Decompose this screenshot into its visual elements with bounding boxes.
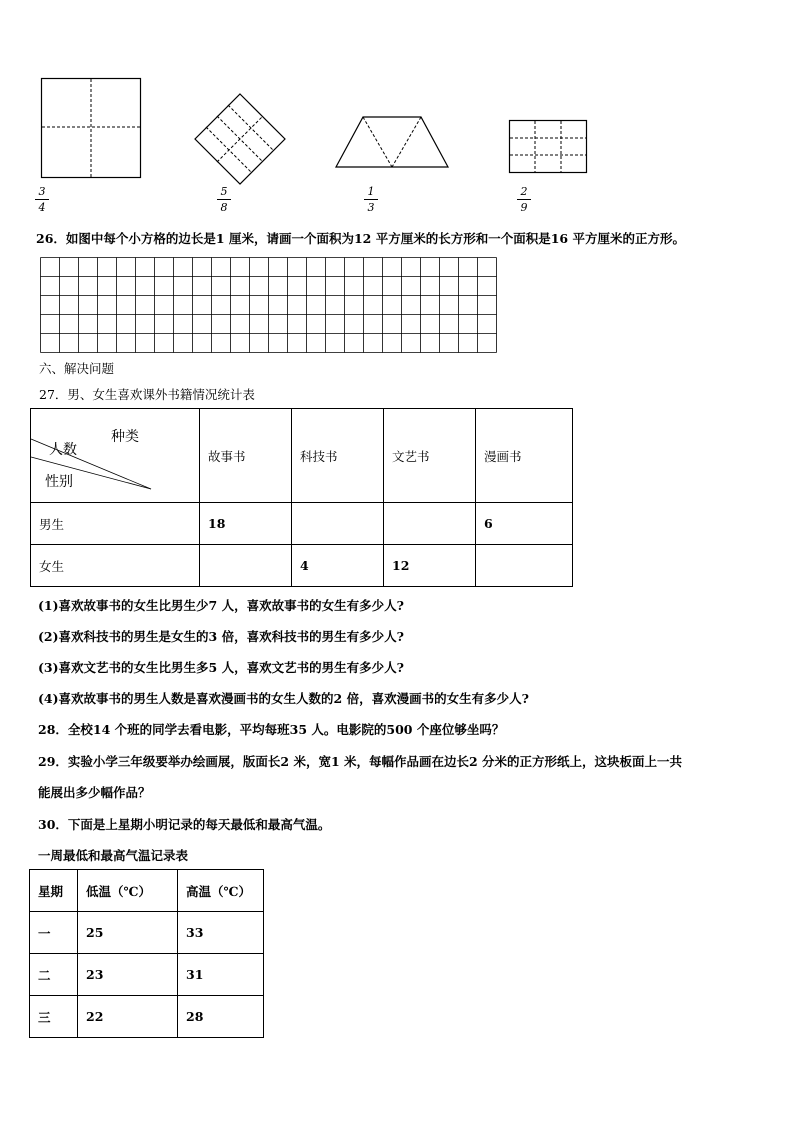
corner-label-kind: 种类 bbox=[111, 429, 139, 445]
column-header: 星期 bbox=[30, 870, 78, 912]
subquestion-4: (4)喜欢故事书的男生人数是喜欢漫画书的女生人数的2 倍，喜欢漫画书的女生有多少人? bbox=[38, 691, 529, 706]
row-label: 男生 bbox=[31, 503, 200, 545]
high-temp-cell: 31 bbox=[178, 954, 264, 996]
table-cell bbox=[292, 503, 384, 545]
subquestion-1: (1)喜欢故事书的女生比男生少7 人，喜欢故事书的女生有多少人? bbox=[38, 598, 404, 613]
low-temp-cell: 23 bbox=[78, 954, 178, 996]
question-28: 28．全校14 个班的同学去看电影，平均每班35 人。电影院的500 个座位够坐吗？ bbox=[38, 722, 505, 737]
question-29-line2: 能展出多少幅作品？ bbox=[38, 785, 151, 800]
question-27-title: 27．男、女生喜欢课外书籍情况统计表 bbox=[39, 387, 255, 402]
low-temp-cell: 25 bbox=[78, 912, 178, 954]
question-26: 26．如图中每个小方格的边长是1 厘米，请画一个面积为12 平方厘米的长方形和一个面积是16 平方厘米的正方形。 bbox=[36, 231, 685, 246]
table-cell: 12 bbox=[384, 545, 476, 587]
question-30: 30．下面是上星期小明记录的每天最低和最高气温。 bbox=[38, 817, 331, 832]
question-29-line1: 29．实验小学三年级要举办绘画展，版面长2 米，宽1 米，每幅作品画在边长2 分米的正方形纸上，这块板面上一共 bbox=[38, 754, 683, 769]
fraction-label: 3 4 bbox=[35, 185, 49, 214]
table-cell bbox=[384, 503, 476, 545]
table-cell: 4 bbox=[292, 545, 384, 587]
corner-label-gender: 性别 bbox=[45, 474, 73, 490]
section-title: 六、解决问题 bbox=[39, 361, 115, 376]
column-header: 科技书 bbox=[292, 409, 384, 503]
column-header: 故事书 bbox=[200, 409, 292, 503]
table-cell: 18 bbox=[200, 503, 292, 545]
table-corner-header bbox=[31, 409, 200, 503]
table-cell: 6 bbox=[476, 503, 573, 545]
subquestion-2: (2)喜欢科技书的男生是女生的3 倍，喜欢科技书的男生有多少人? bbox=[38, 629, 404, 644]
square-grid[interactable] bbox=[40, 257, 496, 353]
figure-rectangle-ninths bbox=[509, 120, 587, 173]
weekday-cell: 一 bbox=[30, 912, 78, 954]
temperature-table bbox=[29, 869, 264, 1038]
column-header: 漫画书 bbox=[476, 409, 573, 503]
row-label: 女生 bbox=[31, 545, 200, 587]
weekday-cell: 三 bbox=[30, 996, 78, 1038]
fraction-label: 5 8 bbox=[217, 185, 231, 214]
temperature-table-title: 一周最低和最高气温记录表 bbox=[38, 848, 189, 863]
book-preference-table bbox=[30, 408, 573, 587]
figure-diamond-eighths bbox=[194, 93, 286, 185]
table-cell bbox=[476, 545, 573, 587]
high-temp-cell: 28 bbox=[178, 996, 264, 1038]
subquestion-3: (3)喜欢文艺书的女生比男生多5 人，喜欢文艺书的男生有多少人? bbox=[38, 660, 404, 675]
figure-trapezoid-thirds bbox=[335, 116, 449, 168]
corner-label-count: 人数 bbox=[49, 442, 77, 458]
low-temp-cell: 22 bbox=[78, 996, 178, 1038]
column-header: 高温（℃） bbox=[178, 870, 264, 912]
fraction-label: 2 9 bbox=[517, 185, 531, 214]
fraction-label: 1 3 bbox=[364, 185, 378, 214]
high-temp-cell: 33 bbox=[178, 912, 264, 954]
figure-square-quarters bbox=[41, 78, 141, 178]
weekday-cell: 二 bbox=[30, 954, 78, 996]
column-header: 低温（℃） bbox=[78, 870, 178, 912]
table-cell bbox=[200, 545, 292, 587]
column-header: 文艺书 bbox=[384, 409, 476, 503]
